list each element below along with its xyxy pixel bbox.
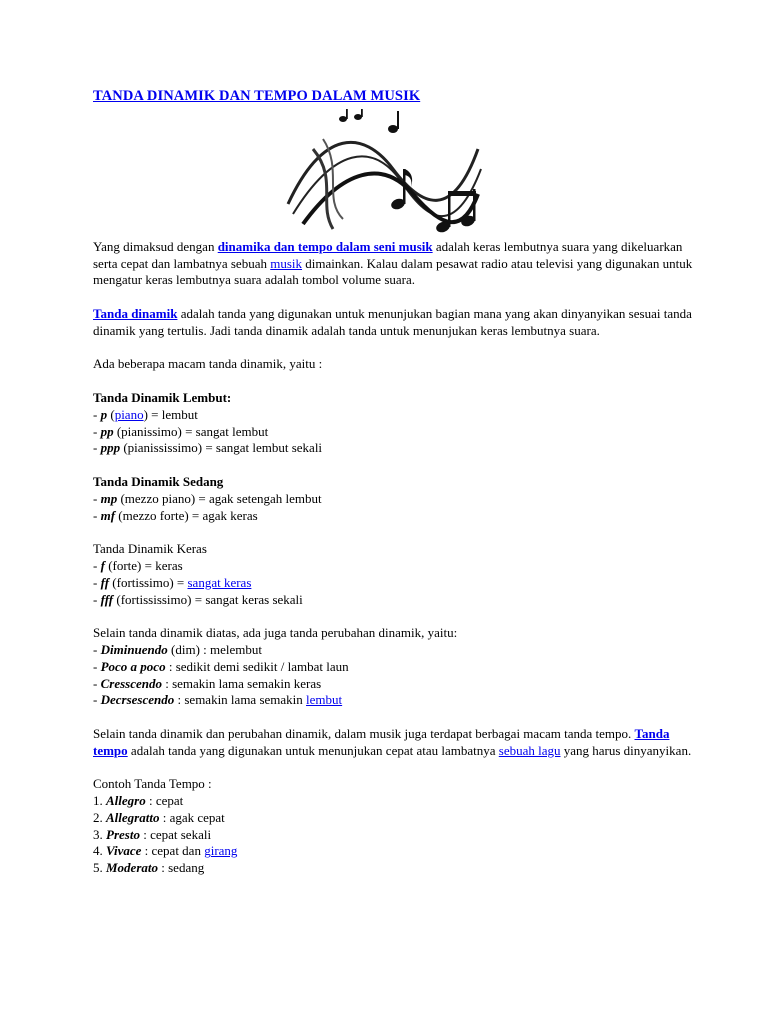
music-notes-illustration [283,109,483,239]
document-page [93,88,693,877]
list-item: - mp (mezzo piano) = agak setengah lembut [93,490,322,506]
list-item: - Diminuendo (dim) : melembut [93,641,263,657]
list-item: - mf (mezzo forte) = agak keras [93,507,258,523]
heading-sedang: Tanda Dinamik Sedang [93,473,224,489]
link-dinamika-tempo[interactable]: dinamika dan tempo dalam seni musik [217,238,433,254]
heading-tempo: Contoh Tanda Tempo : [93,776,212,792]
list-item: - Decrsescendo : semakin lama semakin lembut [93,692,343,708]
list-item: - pp (pianissimo) = sangat lembut [93,423,269,439]
list-item: - ppp (pianississimo) = sangat lembut sekali [93,440,323,456]
text: Selain tanda dinamik dan perubahan dinamik, dalam musik juga terdapat berbagai macam tanda tempo. [93,725,635,741]
list-item: 4. Vivace : cepat dan girang [93,843,238,859]
list-item: 3. Presto : cepat sekali [93,826,212,842]
text: adalah tanda yang digunakan untuk menunjukan cepat atau lambatnya [127,742,499,758]
link-sangat-keras[interactable]: sangat keras [187,574,252,590]
link-musik[interactable]: musik [270,255,303,271]
text: Yang dimaksud dengan [93,238,218,254]
list-item: - f (forte) = keras [93,557,183,573]
list-item: - Poco a poco : sedikit demi sedikit / lambat laun [93,658,349,674]
heading-keras: Tanda Dinamik Keras [93,541,207,557]
link-tanda-dinamik[interactable]: Tanda dinamik [93,305,178,321]
text: adalah tanda yang digunakan untuk menunjukan bagian mana yang akan dinyanyikan sesuai tanda dinamik yang tertulis. Jadi tanda dinamik adalah tanda untuk menunjukan keras lembutnya suara. [93,305,692,338]
list-item: 1. Allegro : cepat [93,793,184,809]
link-girang[interactable]: girang [204,843,238,859]
list-item: - p (piano) = lembut [93,406,198,422]
paragraph-tempo [93,726,693,760]
link-tanda-tempo[interactable]: Tanda tempo [93,725,670,758]
list-item: 5. Moderato : sedang [93,860,205,876]
link-piano[interactable]: piano [114,406,144,422]
text: adalah keras lembutnya suara yang dikeluarkan serta cepat dan lambatnya sebuah [93,238,683,271]
list-item: - fff (fortississimo) = sangat keras sekali [93,591,303,607]
link-lembut[interactable]: lembut [306,692,343,708]
list-item: 2. Allegratto : agak cepat [93,809,225,825]
intro-text: Ada beberapa macam tanda dinamik, yaitu : [93,356,323,372]
text: yang harus dinyanyikan. [560,742,692,758]
perubahan-intro: Selain tanda dinamik diatas, ada juga tanda perubahan dinamik, yaitu: [93,625,458,641]
paragraph-definition [93,239,693,289]
text: dimainkan. Kalau dalam pesawat radio atau televisi yang digunakan untuk mengatur keras lembutnya suara adalah tombol volume suara. [93,255,693,288]
list-item: - ff (fortissimo) = sangat keras [93,574,252,590]
page-title[interactable]: TANDA DINAMIK DAN TEMPO DALAM MUSIK [93,88,421,104]
link-sebuah-lagu[interactable]: sebuah lagu [498,742,561,758]
list-item: - Cresscendo : semakin lama semakin keras [93,675,322,691]
heading-lembut: Tanda Dinamik Lembut: [93,389,232,405]
paragraph-tanda-dinamik [93,306,693,340]
